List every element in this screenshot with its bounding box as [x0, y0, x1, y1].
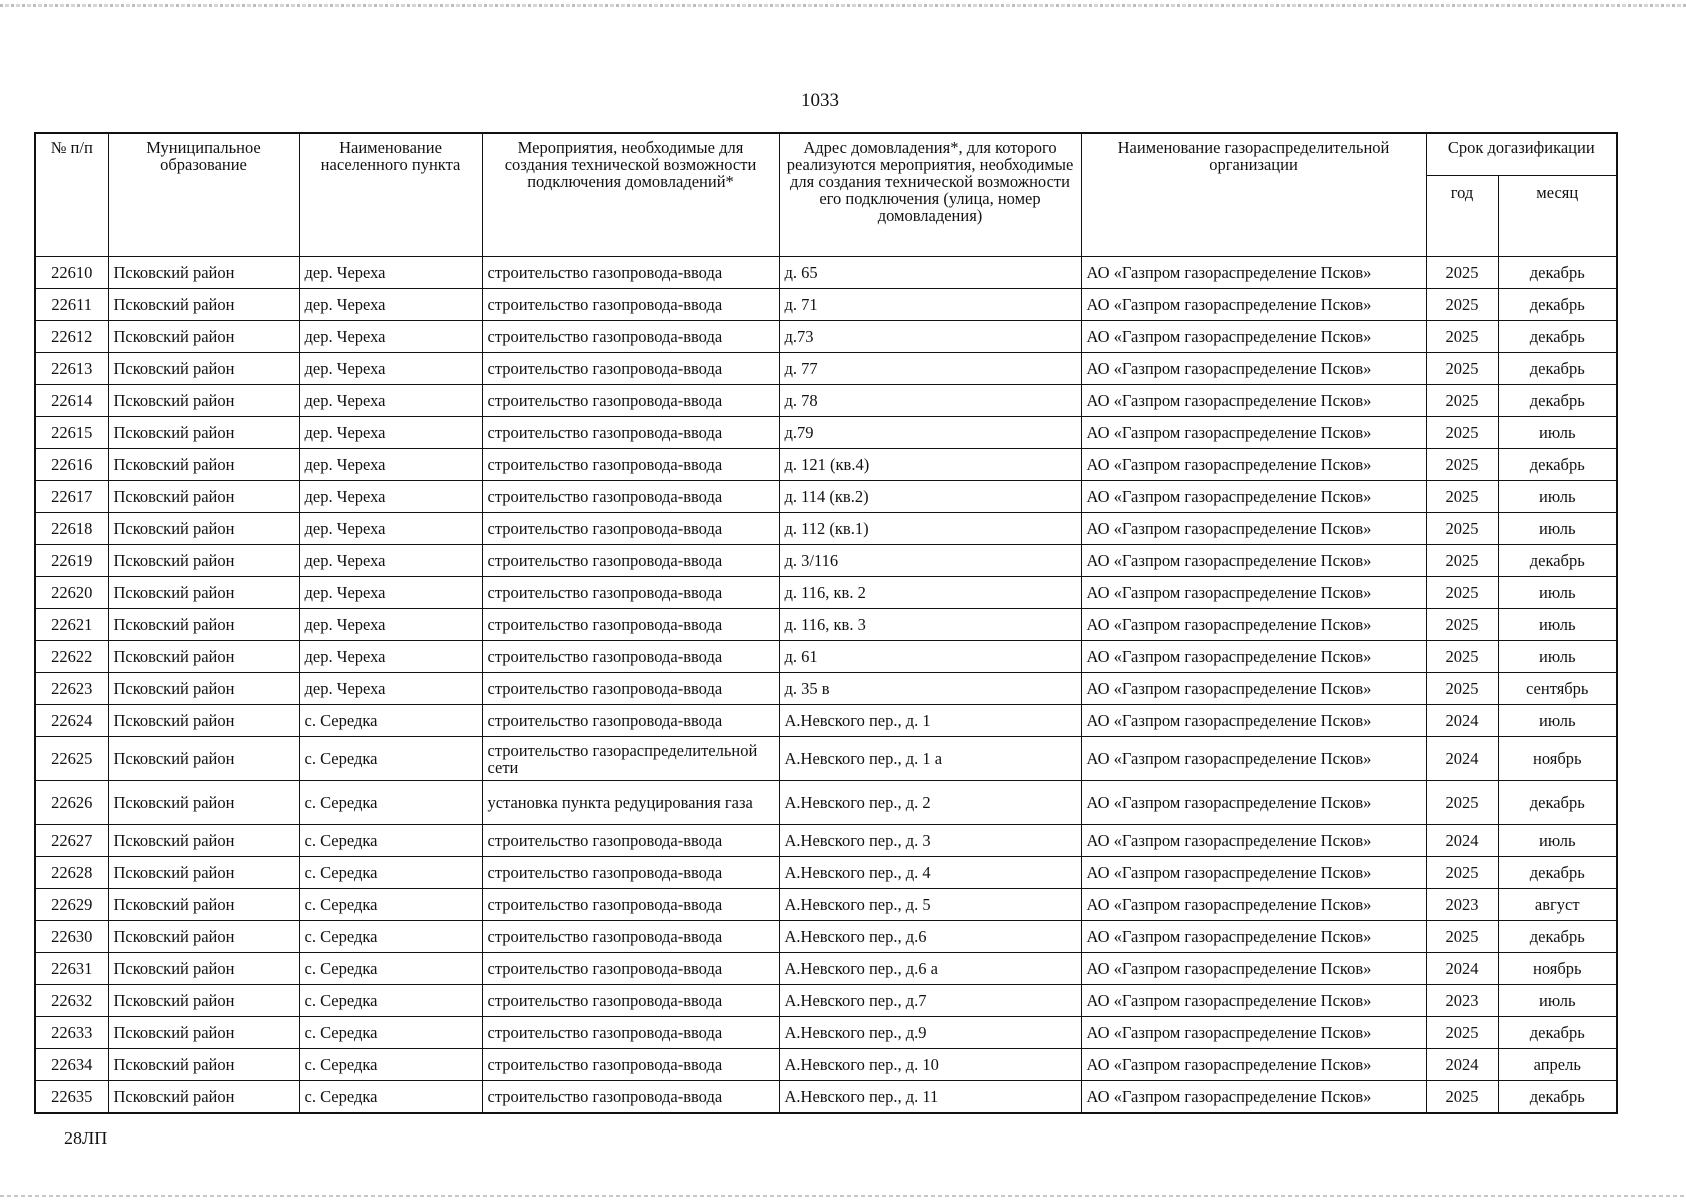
table-row: [35, 781, 1617, 825]
cell-organization: АО «Газпром газораспределение Псков»: [1081, 857, 1426, 889]
cell-year: 2025: [1426, 513, 1498, 545]
cell-month: декабрь: [1498, 921, 1617, 953]
cell-measures: строительство газопровода-ввода: [482, 705, 779, 737]
cell-num: 22634: [35, 1049, 108, 1081]
cell-year: 2023: [1426, 985, 1498, 1017]
gasification-table: [34, 132, 1618, 1114]
cell-measures: строительство газопровода-ввода: [482, 825, 779, 857]
cell-settlement: дер. Череха: [299, 481, 482, 513]
cell-address: д. 121 (кв.4): [779, 449, 1081, 481]
cell-num: 22620: [35, 577, 108, 609]
cell-settlement: с. Середка: [299, 985, 482, 1017]
cell-organization: АО «Газпром газораспределение Псков»: [1081, 449, 1426, 481]
cell-address: А.Невского пер., д.7: [779, 985, 1081, 1017]
cell-municipality: Псковский район: [108, 353, 299, 385]
cell-municipality: Псковский район: [108, 825, 299, 857]
cell-measures: строительство газопровода-ввода: [482, 1081, 779, 1114]
cell-municipality: Псковский район: [108, 889, 299, 921]
cell-month: август: [1498, 889, 1617, 921]
table-row: [35, 921, 1617, 953]
cell-measures: строительство газопровода-ввода: [482, 417, 779, 449]
scan-edge-bottom: [0, 1195, 1686, 1197]
cell-measures: строительство газопровода-ввода: [482, 353, 779, 385]
cell-settlement: дер. Череха: [299, 577, 482, 609]
table-row: [35, 1081, 1617, 1114]
cell-num: 22624: [35, 705, 108, 737]
table-row: [35, 1049, 1617, 1081]
cell-municipality: Псковский район: [108, 1081, 299, 1114]
cell-num: 22625: [35, 737, 108, 781]
scan-edge-top: [0, 4, 1686, 7]
cell-measures: строительство газопровода-ввода: [482, 385, 779, 417]
cell-month: июль: [1498, 705, 1617, 737]
cell-settlement: дер. Череха: [299, 289, 482, 321]
cell-organization: АО «Газпром газораспределение Псков»: [1081, 953, 1426, 985]
cell-year: 2025: [1426, 289, 1498, 321]
cell-measures: строительство газопровода-ввода: [482, 577, 779, 609]
cell-measures: строительство газопровода-ввода: [482, 953, 779, 985]
cell-settlement: дер. Череха: [299, 449, 482, 481]
cell-organization: АО «Газпром газораспределение Псков»: [1081, 985, 1426, 1017]
cell-month: декабрь: [1498, 353, 1617, 385]
cell-settlement: с. Середка: [299, 825, 482, 857]
cell-measures: строительство газопровода-ввода: [482, 289, 779, 321]
cell-measures: строительство газопровода-ввода: [482, 513, 779, 545]
cell-organization: АО «Газпром газораспределение Псков»: [1081, 577, 1426, 609]
cell-settlement: с. Середка: [299, 781, 482, 825]
cell-settlement: с. Середка: [299, 1081, 482, 1114]
cell-month: сентябрь: [1498, 673, 1617, 705]
header-settlement: Наименование населенного пункта: [299, 133, 482, 257]
cell-organization: АО «Газпром газораспределение Псков»: [1081, 673, 1426, 705]
cell-municipality: Псковский район: [108, 737, 299, 781]
cell-month: июль: [1498, 825, 1617, 857]
header-row: [35, 133, 1617, 176]
cell-organization: АО «Газпром газораспределение Псков»: [1081, 609, 1426, 641]
header-municipality: Муниципальное образование: [108, 133, 299, 257]
cell-address: А.Невского пер., д.6: [779, 921, 1081, 953]
cell-municipality: Псковский район: [108, 673, 299, 705]
cell-municipality: Псковский район: [108, 481, 299, 513]
cell-month: декабрь: [1498, 449, 1617, 481]
cell-address: А.Невского пер., д. 4: [779, 857, 1081, 889]
cell-month: июль: [1498, 985, 1617, 1017]
cell-municipality: Псковский район: [108, 417, 299, 449]
cell-municipality: Псковский район: [108, 545, 299, 577]
cell-year: 2025: [1426, 321, 1498, 353]
cell-settlement: дер. Череха: [299, 673, 482, 705]
cell-settlement: дер. Череха: [299, 609, 482, 641]
header-num: № п/п: [35, 133, 108, 257]
table-row: [35, 417, 1617, 449]
cell-organization: АО «Газпром газораспределение Псков»: [1081, 1081, 1426, 1114]
cell-year: 2025: [1426, 545, 1498, 577]
cell-settlement: с. Середка: [299, 921, 482, 953]
cell-municipality: Псковский район: [108, 257, 299, 289]
cell-organization: АО «Газпром газораспределение Псков»: [1081, 1049, 1426, 1081]
cell-year: 2025: [1426, 481, 1498, 513]
cell-organization: АО «Газпром газораспределение Псков»: [1081, 921, 1426, 953]
cell-month: декабрь: [1498, 545, 1617, 577]
cell-num: 22630: [35, 921, 108, 953]
cell-municipality: Псковский район: [108, 705, 299, 737]
cell-address: А.Невского пер., д. 1: [779, 705, 1081, 737]
cell-settlement: с. Середка: [299, 857, 482, 889]
cell-settlement: с. Середка: [299, 1017, 482, 1049]
table-row: [35, 513, 1617, 545]
cell-municipality: Псковский район: [108, 609, 299, 641]
cell-num: 22614: [35, 385, 108, 417]
cell-municipality: Псковский район: [108, 1017, 299, 1049]
cell-municipality: Псковский район: [108, 513, 299, 545]
cell-address: д. 78: [779, 385, 1081, 417]
header-organization: Наименование газораспределительной организации: [1081, 133, 1426, 257]
cell-year: 2025: [1426, 449, 1498, 481]
cell-address: д. 3/116: [779, 545, 1081, 577]
cell-year: 2025: [1426, 577, 1498, 609]
cell-month: декабрь: [1498, 289, 1617, 321]
cell-settlement: дер. Череха: [299, 257, 482, 289]
cell-settlement: дер. Череха: [299, 321, 482, 353]
cell-year: 2025: [1426, 857, 1498, 889]
cell-num: 22632: [35, 985, 108, 1017]
cell-address: д. 77: [779, 353, 1081, 385]
header-deadline: Срок догазификации: [1426, 133, 1617, 176]
table-row: [35, 257, 1617, 289]
cell-municipality: Псковский район: [108, 921, 299, 953]
cell-municipality: Псковский район: [108, 449, 299, 481]
cell-year: 2024: [1426, 737, 1498, 781]
cell-municipality: Псковский район: [108, 1049, 299, 1081]
cell-measures: строительство газопровода-ввода: [482, 857, 779, 889]
header-year: год: [1426, 176, 1498, 257]
cell-address: А.Невского пер., д. 3: [779, 825, 1081, 857]
cell-month: декабрь: [1498, 1017, 1617, 1049]
cell-address: д. 112 (кв.1): [779, 513, 1081, 545]
table-body: [35, 257, 1617, 1114]
cell-settlement: дер. Череха: [299, 545, 482, 577]
cell-num: 22616: [35, 449, 108, 481]
table-row: [35, 641, 1617, 673]
table-row: [35, 449, 1617, 481]
header-address: Адрес домовладения*, для которого реализуются мероприятия, необходимые для создания технической возможности его подключения (улица, номер домовладения): [779, 133, 1081, 257]
cell-address: А.Невского пер., д. 2: [779, 781, 1081, 825]
table-row: [35, 705, 1617, 737]
cell-year: 2025: [1426, 417, 1498, 449]
cell-month: декабрь: [1498, 781, 1617, 825]
cell-num: 22627: [35, 825, 108, 857]
cell-organization: АО «Газпром газораспределение Псков»: [1081, 321, 1426, 353]
cell-month: июль: [1498, 513, 1617, 545]
cell-settlement: с. Середка: [299, 953, 482, 985]
cell-municipality: Псковский район: [108, 953, 299, 985]
cell-year: 2024: [1426, 953, 1498, 985]
table-row: [35, 857, 1617, 889]
cell-year: 2024: [1426, 825, 1498, 857]
table-row: [35, 545, 1617, 577]
cell-num: 22623: [35, 673, 108, 705]
cell-num: 22618: [35, 513, 108, 545]
cell-municipality: Псковский район: [108, 857, 299, 889]
cell-municipality: Псковский район: [108, 781, 299, 825]
cell-address: д. 114 (кв.2): [779, 481, 1081, 513]
cell-month: июль: [1498, 417, 1617, 449]
table-row: [35, 577, 1617, 609]
cell-year: 2025: [1426, 385, 1498, 417]
cell-month: декабрь: [1498, 321, 1617, 353]
cell-measures: строительство газопровода-ввода: [482, 545, 779, 577]
cell-address: д. 61: [779, 641, 1081, 673]
table-row: [35, 481, 1617, 513]
cell-month: декабрь: [1498, 257, 1617, 289]
cell-measures: строительство газопровода-ввода: [482, 1017, 779, 1049]
cell-settlement: дер. Череха: [299, 385, 482, 417]
cell-address: д. 71: [779, 289, 1081, 321]
cell-organization: АО «Газпром газораспределение Псков»: [1081, 825, 1426, 857]
cell-address: А.Невского пер., д.9: [779, 1017, 1081, 1049]
cell-address: А.Невского пер., д. 11: [779, 1081, 1081, 1114]
cell-measures: строительство газопровода-ввода: [482, 921, 779, 953]
cell-organization: АО «Газпром газораспределение Псков»: [1081, 385, 1426, 417]
cell-organization: АО «Газпром газораспределение Псков»: [1081, 513, 1426, 545]
cell-organization: АО «Газпром газораспределение Псков»: [1081, 781, 1426, 825]
cell-settlement: дер. Череха: [299, 353, 482, 385]
cell-municipality: Псковский район: [108, 577, 299, 609]
cell-month: июль: [1498, 641, 1617, 673]
cell-year: 2024: [1426, 705, 1498, 737]
cell-address: д. 116, кв. 3: [779, 609, 1081, 641]
cell-year: 2025: [1426, 353, 1498, 385]
cell-measures: строительство газораспределительной сети: [482, 737, 779, 781]
cell-settlement: дер. Череха: [299, 417, 482, 449]
cell-num: 22619: [35, 545, 108, 577]
table-row: [35, 953, 1617, 985]
cell-municipality: Псковский район: [108, 985, 299, 1017]
cell-year: 2023: [1426, 889, 1498, 921]
cell-num: 22631: [35, 953, 108, 985]
cell-organization: АО «Газпром газораспределение Псков»: [1081, 481, 1426, 513]
cell-num: 22626: [35, 781, 108, 825]
cell-settlement: с. Середка: [299, 889, 482, 921]
cell-measures: строительство газопровода-ввода: [482, 481, 779, 513]
cell-num: 22633: [35, 1017, 108, 1049]
cell-settlement: с. Середка: [299, 705, 482, 737]
footer-code: 28ЛП: [64, 1128, 108, 1148]
cell-measures: строительство газопровода-ввода: [482, 609, 779, 641]
cell-month: июль: [1498, 577, 1617, 609]
cell-year: 2025: [1426, 1081, 1498, 1114]
header-measures: Мероприятия, необходимые для создания технической возможности подключения домовладений*: [482, 133, 779, 257]
cell-address: д.79: [779, 417, 1081, 449]
cell-address: д. 65: [779, 257, 1081, 289]
cell-municipality: Псковский район: [108, 321, 299, 353]
cell-organization: АО «Газпром газораспределение Псков»: [1081, 705, 1426, 737]
cell-num: 22628: [35, 857, 108, 889]
cell-measures: строительство газопровода-ввода: [482, 257, 779, 289]
table-row: [35, 321, 1617, 353]
cell-address: А.Невского пер., д. 10: [779, 1049, 1081, 1081]
cell-address: А.Невского пер., д.6 а: [779, 953, 1081, 985]
cell-num: 22612: [35, 321, 108, 353]
cell-measures: строительство газопровода-ввода: [482, 889, 779, 921]
cell-month: ноябрь: [1498, 953, 1617, 985]
cell-address: д.73: [779, 321, 1081, 353]
cell-municipality: Псковский район: [108, 641, 299, 673]
table-row: [35, 385, 1617, 417]
cell-year: 2025: [1426, 781, 1498, 825]
cell-organization: АО «Газпром газораспределение Псков»: [1081, 417, 1426, 449]
cell-settlement: с. Середка: [299, 737, 482, 781]
cell-month: декабрь: [1498, 857, 1617, 889]
table-row: [35, 889, 1617, 921]
page-number: 1033: [801, 90, 839, 111]
cell-num: 22615: [35, 417, 108, 449]
cell-measures: строительство газопровода-ввода: [482, 321, 779, 353]
table-row: [35, 609, 1617, 641]
cell-month: июль: [1498, 481, 1617, 513]
cell-num: 22621: [35, 609, 108, 641]
cell-organization: АО «Газпром газораспределение Псков»: [1081, 1017, 1426, 1049]
table-row: [35, 985, 1617, 1017]
cell-num: 22611: [35, 289, 108, 321]
cell-address: д. 116, кв. 2: [779, 577, 1081, 609]
table-row: [35, 673, 1617, 705]
cell-month: апрель: [1498, 1049, 1617, 1081]
cell-organization: АО «Газпром газораспределение Псков»: [1081, 353, 1426, 385]
cell-num: 22629: [35, 889, 108, 921]
cell-year: 2025: [1426, 257, 1498, 289]
cell-num: 22617: [35, 481, 108, 513]
cell-month: июль: [1498, 609, 1617, 641]
table-row: [35, 289, 1617, 321]
cell-settlement: с. Середка: [299, 1049, 482, 1081]
table-row: [35, 353, 1617, 385]
cell-month: декабрь: [1498, 385, 1617, 417]
table-row: [35, 825, 1617, 857]
cell-year: 2025: [1426, 641, 1498, 673]
cell-settlement: дер. Череха: [299, 513, 482, 545]
cell-year: 2025: [1426, 1017, 1498, 1049]
cell-year: 2025: [1426, 673, 1498, 705]
cell-organization: АО «Газпром газораспределение Псков»: [1081, 289, 1426, 321]
cell-organization: АО «Газпром газораспределение Псков»: [1081, 737, 1426, 781]
cell-year: 2025: [1426, 921, 1498, 953]
table-row: [35, 737, 1617, 781]
cell-num: 22622: [35, 641, 108, 673]
cell-measures: строительство газопровода-ввода: [482, 449, 779, 481]
cell-address: А.Невского пер., д. 5: [779, 889, 1081, 921]
cell-organization: АО «Газпром газораспределение Псков»: [1081, 641, 1426, 673]
cell-measures: установка пункта редуцирования газа: [482, 781, 779, 825]
cell-settlement: дер. Череха: [299, 641, 482, 673]
table-row: [35, 1017, 1617, 1049]
cell-organization: АО «Газпром газораспределение Псков»: [1081, 257, 1426, 289]
cell-num: 22613: [35, 353, 108, 385]
cell-month: декабрь: [1498, 1081, 1617, 1114]
cell-organization: АО «Газпром газораспределение Псков»: [1081, 545, 1426, 577]
cell-municipality: Псковский район: [108, 385, 299, 417]
cell-year: 2025: [1426, 609, 1498, 641]
cell-address: д. 35 в: [779, 673, 1081, 705]
cell-num: 22610: [35, 257, 108, 289]
cell-measures: строительство газопровода-ввода: [482, 1049, 779, 1081]
header-month: месяц: [1498, 176, 1617, 257]
cell-address: А.Невского пер., д. 1 а: [779, 737, 1081, 781]
cell-organization: АО «Газпром газораспределение Псков»: [1081, 889, 1426, 921]
cell-month: ноябрь: [1498, 737, 1617, 781]
cell-measures: строительство газопровода-ввода: [482, 641, 779, 673]
cell-num: 22635: [35, 1081, 108, 1114]
cell-year: 2024: [1426, 1049, 1498, 1081]
cell-measures: строительство газопровода-ввода: [482, 985, 779, 1017]
cell-municipality: Псковский район: [108, 289, 299, 321]
cell-measures: строительство газопровода-ввода: [482, 673, 779, 705]
